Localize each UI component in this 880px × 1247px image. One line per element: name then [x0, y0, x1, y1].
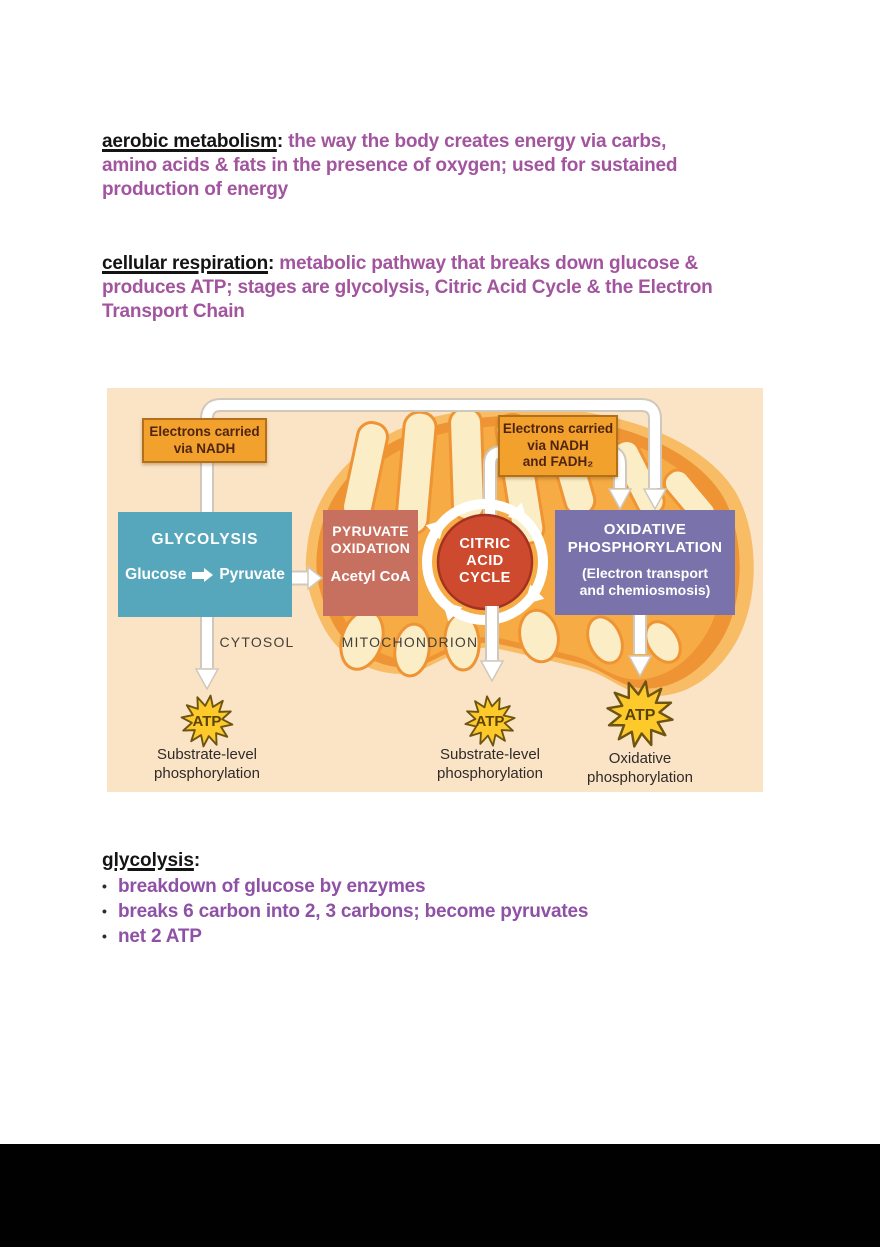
bullet-icon: • [102, 878, 107, 894]
oxidative-phosphorylation-box-subtitle: (Electron transport and chemiosmosis) [579, 565, 711, 598]
electron-carrier-tag-nadh-fadh2: Electrons carried via NADH and FADH₂ [498, 415, 618, 477]
mitochondrion-label: MITOCHONDRION [341, 634, 479, 650]
cytosol-label: CYTOSOL [219, 634, 295, 650]
atp-label-3: ATP [624, 707, 656, 724]
definition-aerobic-metabolism [102, 130, 762, 202]
oxidative-phosphorylation-box [555, 510, 735, 615]
term-cellular-respiration: cellular respiration [102, 253, 269, 274]
bullet-text: breakdown of glucose by enzymes [118, 876, 426, 897]
cellular-respiration-diagram [107, 388, 763, 792]
atp-burst-1 [178, 692, 236, 750]
citric-acid-cycle-label: CITRIC ACID CYCLE [459, 536, 511, 586]
glycolysis-box [118, 512, 292, 617]
glycolysis-box-title: GLYCOLYSIS [151, 531, 259, 548]
list-item [102, 899, 588, 924]
atp-pipe-glycolysis [196, 614, 218, 689]
bullet-text: breaks 6 carbon into 2, 3 carbons; become pyruvates [118, 901, 589, 922]
bullet-icon: • [102, 928, 107, 944]
atp-caption-2: Substrate-level phosphorylation [437, 746, 543, 782]
oxidative-phosphorylation-box-title: OXIDATIVE PHOSPHORYLATION [567, 521, 723, 556]
bullet-icon: • [102, 903, 107, 919]
glycolysis-bullet-list [102, 874, 588, 949]
pyruvate-oxidation-box [323, 510, 418, 616]
definition-cellular-respiration [102, 252, 762, 324]
term-colon: : [268, 253, 275, 274]
definition-text: the way the body creates energy via carbs, amino acids & fats in the presence of oxygen; used for sustained production of energy [102, 131, 678, 200]
bottom-black-bar [0, 1144, 880, 1247]
list-item [102, 924, 588, 949]
glucose-label: Glucose [125, 566, 187, 583]
term-colon: : [193, 850, 201, 871]
list-item [102, 874, 588, 899]
atp-caption-1: Substrate-level phosphorylation [154, 746, 260, 782]
atp-label-1: ATP [192, 713, 222, 730]
atp-caption-3: Oxidative phosphorylation [587, 750, 693, 786]
glycolysis-heading-term: glycolysis [102, 850, 194, 871]
pyruvate-label: Pyruvate [219, 566, 285, 583]
acetyl-coa-label: Acetyl CoA [330, 568, 411, 585]
glycolysis-heading [102, 850, 200, 872]
electron-carrier-tag-nadh: Electrons carried via NADH [142, 418, 267, 463]
definition-text: metabolic pathway that breaks down glucose & produces ATP; stages are glycolysis, Citric Acid Cycle & the Electron Transport Chain [102, 253, 713, 322]
glucose-to-pyruvate-arrow-icon [192, 572, 204, 579]
pyruvate-oxidation-box-title: PYRUVATE OXIDATION [330, 523, 411, 556]
term-colon: : [276, 131, 283, 152]
atp-label-2: ATP [475, 713, 505, 730]
term-aerobic-metabolism: aerobic metabolism [102, 131, 277, 152]
bullet-text: net 2 ATP [118, 926, 202, 947]
atp-burst-2 [462, 693, 517, 748]
